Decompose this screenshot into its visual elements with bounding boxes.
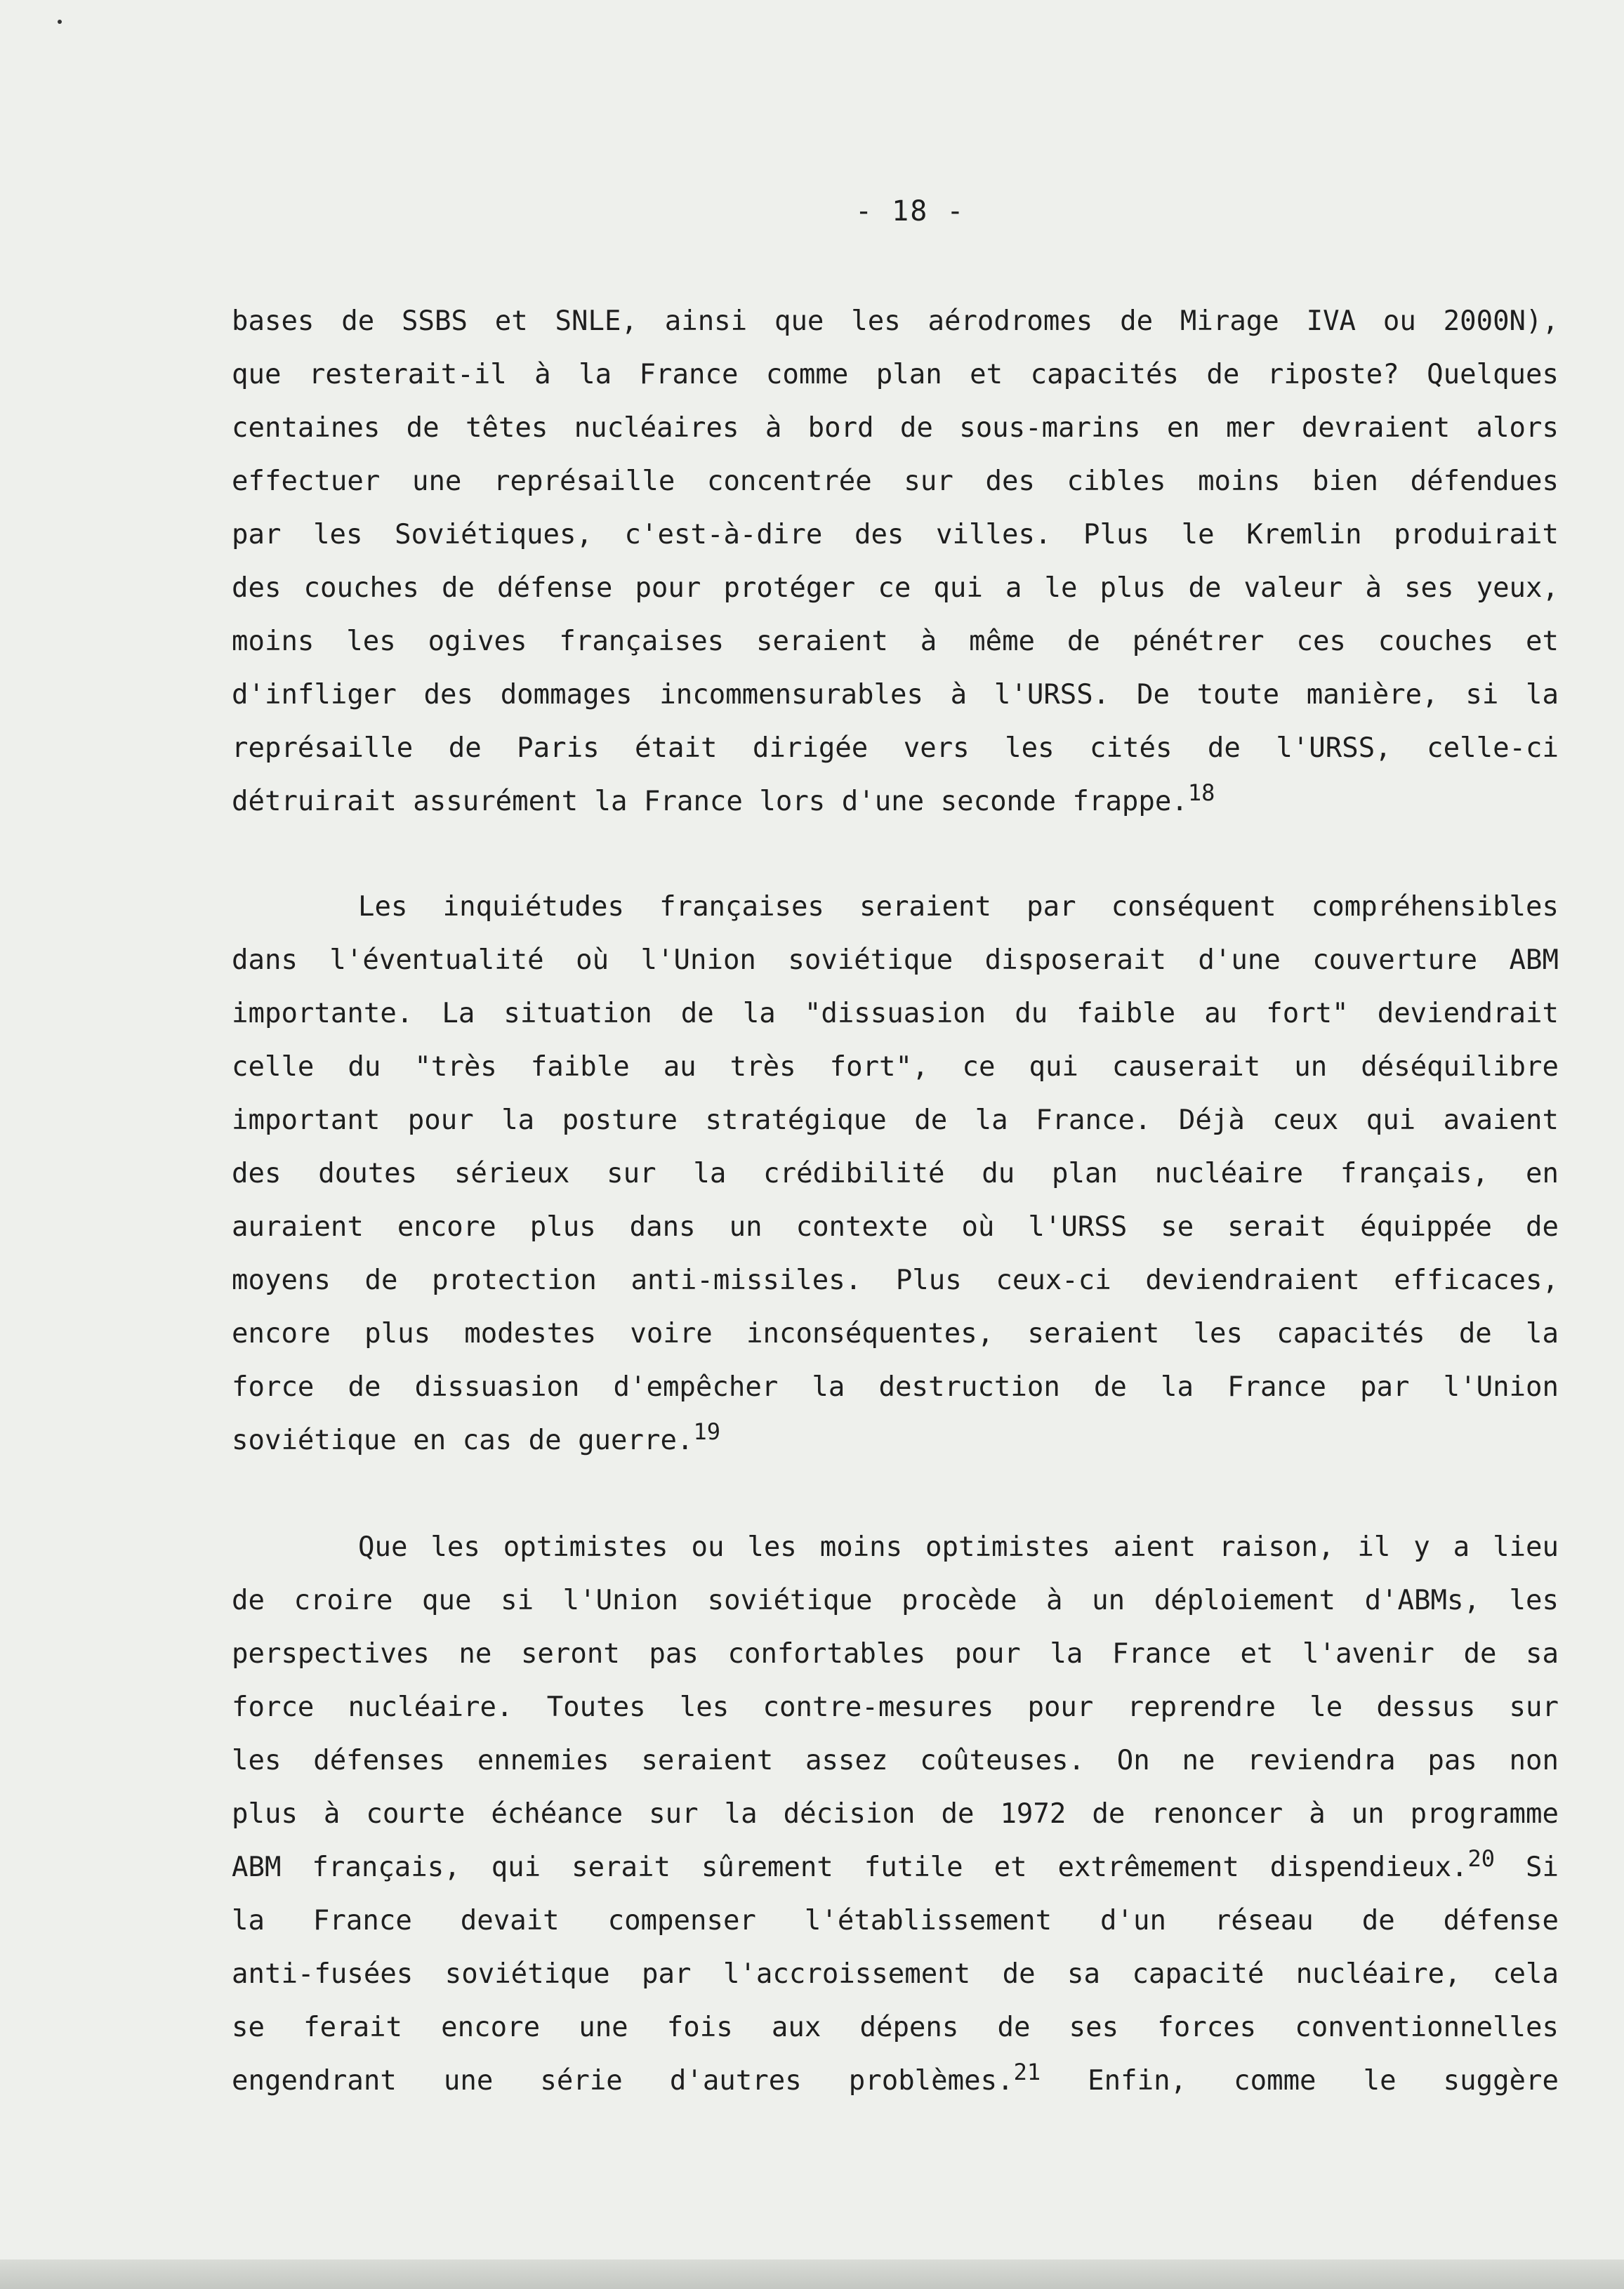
line-text: des doutes sérieux sur la crédibilité du plan nucléaire français, en bbox=[232, 1158, 1559, 1189]
text-line bbox=[232, 1094, 1559, 1147]
line-text: soviétique en cas de guerre. bbox=[232, 1425, 694, 1456]
line-text: de croire que si l'Union soviétique procède à un déploiement d'ABMs, les bbox=[232, 1585, 1559, 1616]
line-text: perspectives ne seront pas confortables pour la France et l'avenir de sa bbox=[232, 1638, 1559, 1670]
line-text: celle du "très faible au très fort", ce qui causerait un déséquilibre bbox=[232, 1051, 1559, 1083]
line-text: moyens de protection anti-missiles. Plus ceux-ci deviendraient efficaces, bbox=[232, 1265, 1559, 1296]
text-line bbox=[232, 348, 1559, 402]
text-line bbox=[232, 1628, 1559, 1681]
page-number: - 18 - bbox=[855, 195, 965, 227]
footnote-ref: 20 bbox=[1467, 1845, 1496, 1872]
line-text: anti-fusées soviétique par l'accroissement de sa capacité nucléaire, cela bbox=[232, 1958, 1559, 1990]
text-line bbox=[232, 1521, 1559, 1574]
line-text: la France devait compenser l'établissement d'un réseau de défense bbox=[232, 1905, 1559, 1937]
paragraph-3 bbox=[232, 1521, 1559, 2108]
text-line bbox=[232, 2054, 1559, 2108]
line-text: représaille de Paris était dirigée vers les cités de l'URSS, celle-ci bbox=[232, 732, 1559, 764]
scan-speck bbox=[58, 20, 62, 24]
line-text: des couches de défense pour protéger ce qui a le plus de valeur à ses yeux, bbox=[232, 572, 1559, 604]
text-line bbox=[232, 1041, 1559, 1094]
line-text: moins les ogives françaises seraient à même de pénétrer ces couches et bbox=[232, 626, 1559, 657]
text-line bbox=[232, 775, 1559, 829]
text-line bbox=[232, 1734, 1559, 1788]
line-text: auraient encore plus dans un contexte où l'URSS se serait équippée de bbox=[232, 1211, 1559, 1243]
text-line bbox=[232, 880, 1559, 934]
scan-bottom-edge bbox=[0, 2260, 1624, 2289]
line-text: par les Soviétiques, c'est-à-dire des villes. Plus le Kremlin produirait bbox=[232, 519, 1559, 550]
paragraph-1 bbox=[232, 295, 1559, 829]
text-line bbox=[232, 402, 1559, 455]
text-line bbox=[232, 1788, 1559, 1841]
text-line bbox=[232, 615, 1559, 668]
text-line bbox=[232, 934, 1559, 987]
line-text: détruirait assurément la France lors d'une seconde frappe. bbox=[232, 786, 1188, 817]
footnote-ref: 18 bbox=[1187, 779, 1215, 806]
text-line bbox=[232, 295, 1559, 348]
line-text: plus à courte échéance sur la décision de 1972 de renoncer à un programme bbox=[232, 1798, 1559, 1830]
line-text-continued: Si bbox=[1495, 1852, 1559, 1883]
text-line bbox=[232, 1254, 1559, 1307]
line-text: importante. La situation de la "dissuasion du faible au fort" deviendrait bbox=[232, 998, 1559, 1029]
line-text: Les inquiétudes françaises seraient par conséquent compréhensibles bbox=[358, 891, 1559, 923]
line-text-continued: Enfin, comme le suggère bbox=[1041, 2065, 1559, 2097]
text-line bbox=[232, 1948, 1559, 2001]
text-line bbox=[232, 1681, 1559, 1734]
line-text: Que les optimistes ou les moins optimistes aient raison, il y a lieu bbox=[358, 1531, 1559, 1563]
text-line bbox=[232, 508, 1559, 562]
line-text: se ferait encore une fois aux dépens de ses forces conventionnelles bbox=[232, 2012, 1559, 2043]
text-line bbox=[232, 668, 1559, 722]
paragraph-2 bbox=[232, 880, 1559, 1467]
footnote-ref: 21 bbox=[1013, 2059, 1041, 2085]
line-text: bases de SSBS et SNLE, ainsi que les aérodromes de Mirage IVA ou 2000N), bbox=[232, 305, 1559, 337]
line-text: force de dissuasion d'empêcher la destruction de la France par l'Union bbox=[232, 1371, 1559, 1403]
line-text: d'infliger des dommages incommensurables à l'URSS. De toute manière, si la bbox=[232, 679, 1559, 711]
line-text: ABM français, qui serait sûrement futile et extrêmement dispendieux. bbox=[232, 1852, 1468, 1883]
text-line bbox=[232, 1841, 1559, 1894]
line-text: effectuer une représaille concentrée sur des cibles moins bien défendues bbox=[232, 466, 1559, 497]
text-line bbox=[232, 1894, 1559, 1948]
text-line bbox=[232, 455, 1559, 508]
text-line bbox=[232, 987, 1559, 1041]
text-line bbox=[232, 1574, 1559, 1628]
line-text: engendrant une série d'autres problèmes. bbox=[232, 2065, 1014, 2097]
footnote-ref: 19 bbox=[693, 1418, 720, 1445]
text-line bbox=[232, 1361, 1559, 1414]
line-text: centaines de têtes nucléaires à bord de sous-marins en mer devraient alors bbox=[232, 412, 1559, 444]
line-text: les défenses ennemies seraient assez coûteuses. On ne reviendra pas non bbox=[232, 1745, 1559, 1776]
text-line bbox=[232, 1147, 1559, 1201]
text-line bbox=[232, 1307, 1559, 1361]
text-line bbox=[232, 562, 1559, 615]
line-text: force nucléaire. Toutes les contre-mesures pour reprendre le dessus sur bbox=[232, 1691, 1559, 1723]
line-text: encore plus modestes voire inconséquentes, seraient les capacités de la bbox=[232, 1318, 1559, 1350]
text-line bbox=[232, 1201, 1559, 1254]
line-text: important pour la posture stratégique de la France. Déjà ceux qui avaient bbox=[232, 1104, 1559, 1136]
text-line bbox=[232, 722, 1559, 775]
line-text: dans l'éventualité où l'Union soviétique disposerait d'une couverture ABM bbox=[232, 944, 1559, 976]
text-line bbox=[232, 2001, 1559, 2054]
line-text: que resterait-il à la France comme plan et capacités de riposte? Quelques bbox=[232, 359, 1559, 390]
text-line bbox=[232, 1414, 1559, 1467]
